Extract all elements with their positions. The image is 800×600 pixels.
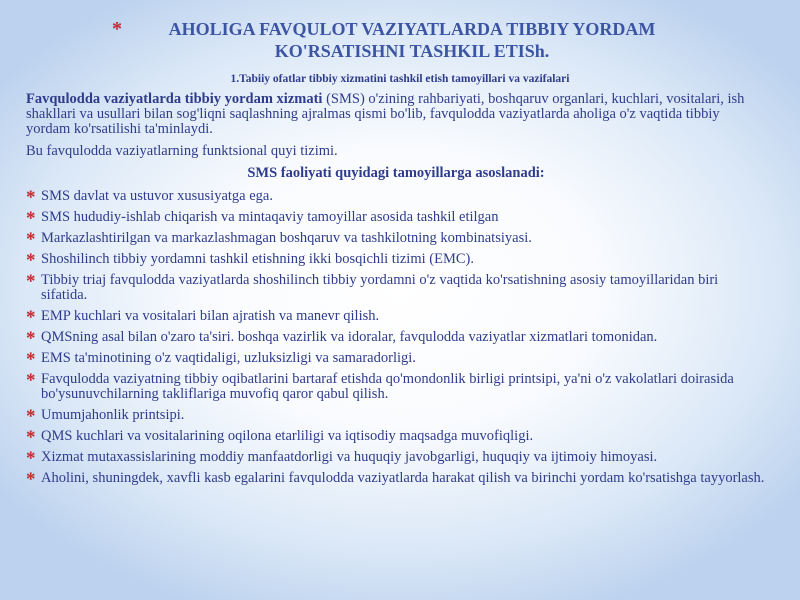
list-item [26,187,766,208]
bullet-star-icon: * [26,250,36,271]
subsystem-line: Bu favqulodda vaziyatlarning funktsional quyi tizimi. [26,143,338,159]
bullet-star-icon: * [26,349,36,370]
list-item [26,406,766,427]
bullet-star-icon: * [26,271,36,292]
bullet-star-icon: * [26,187,36,208]
title-line-1: AHOLIGA FAVQULOT VAZIYATLARDA TIBBIY YORDAM [168,19,656,39]
list-item [26,273,766,303]
intro-paragraph [26,92,766,137]
list-item [26,229,766,250]
list-item [26,349,766,370]
bullet-star-icon: * [26,448,36,469]
bullet-star-icon: * [26,307,36,328]
list-item [26,328,766,349]
list-item-text: Aholini, shuningdek, xavfli kasb egalarini favqulodda vaziyatlarda harakat qilish va birinchi yordam ko'rsatishga tayyorlash. [41,470,765,486]
content [26,92,766,492]
list-item-text: QMSning asal bilan o'zaro ta'siri. boshqa vazirlik va idoralar, favqulodda vaziyatlar xizmatlari tomonidan. [41,329,658,345]
list-item [26,250,766,271]
list-item [26,427,766,448]
bullet-star-icon: * [26,208,36,229]
list-item-text: EMS ta'minotining o'z vaqtidaligi, uzluksizligi va samaradorligi. [41,350,416,366]
list-item-text: Markazlashtirilgan va markazlashmagan boshqaruv va tashkilotning kombinatsiyasi. [41,230,532,246]
title-line-2: KO'RSATISHNI TASHKIL ETISh. [274,41,550,61]
bullet-star-icon: * [26,370,36,391]
list-item [26,448,766,469]
intro-rest: (SMS) o'zining rahbariyati, boshqaruv organlari, kuchlari, vositalari, ish shakllari va usullari bilan sog'liqni saqlashning ajralmas qismi bo'lib, favqulodda vaziyatlarda aholiga o'z vaqtida tibbiy yordam ko'rsatilishi ta'minlaydi. [26,91,745,137]
bullet-star-icon: * [26,229,36,250]
bullet-star-icon: * [26,469,36,490]
list-item [26,469,766,490]
bullet-star-icon: * [26,406,36,427]
list-item-text: Tibbiy triaj favqulodda vaziyatlarda shoshilinch tibbiy yordamni o'z vaqtida ko'rsatishning asosiy tamoyillaridan biri sifatida. [41,272,719,303]
intro-bold-lead: Favqulodda vaziyatlarda tibbiy yordam xizmati [26,91,323,107]
subtitle: 1.Tabiiy ofatlar tibbiy xizmatini tashkil etish tamoyillari va vazifalari [230,73,570,85]
title-block [112,18,712,62]
list-item-text: Favqulodda vaziyatning tibbiy oqibatlarini bartaraf etishda qo'mondonlik birligi printsipi, ya'ni o'z vakolatlari doirasida bo'ysunuvchilarning takliflariga muvofiq qaror qabul qilish. [41,371,734,402]
title-bullet-icon: * [112,18,122,40]
list-item-text: EMP kuchlari va vositalari bilan ajratish va manevr qilish. [41,308,380,324]
list-item [26,372,766,402]
bullet-star-icon: * [26,427,36,448]
list-item-text: QMS kuchlari va vositalarining oqilona etarliligi va iqtisodiy maqsadga muvofiqligi. [41,428,534,444]
list-item-text: SMS davlat va ustuvor xususiyatga ega. [41,188,273,204]
list-item-text: SMS hududiy-ishlab chiqarish va mintaqaviy tamoyillar asosida tashkil etilgan [41,209,499,225]
list-item-text: Xizmat mutaxassislarining moddiy manfaatdorligi va huquqiy javobgarligi, huquqiy va ijtimoiy himoyasi. [41,449,658,465]
principles-heading: SMS faoliyati quyidagi tamoyillarga asoslanadi: [247,165,545,181]
list-item [26,307,766,328]
list-item [26,208,766,229]
list-item-text: Umumjahonlik printsipi. [41,407,185,423]
bullet-star-icon: * [26,328,36,349]
list-item-text: Shoshilinch tibbiy yordamni tashkil etishning ikki bosqichli tizimi (EMC). [41,251,474,267]
